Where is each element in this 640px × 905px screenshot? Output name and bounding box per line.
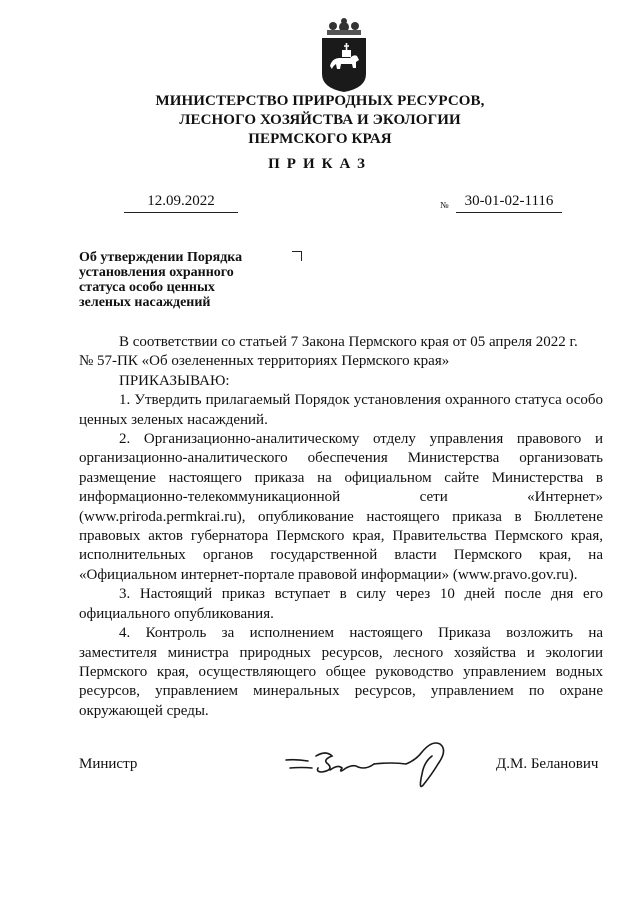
- document-type: ПРИКАЗ: [268, 156, 372, 172]
- number-label: №: [440, 200, 449, 210]
- perm-coat-of-arms-icon: [316, 16, 372, 94]
- order-item-4: 4. Контроль за исполнением настоящего Приказа возложить на заместителя министра природных ресурсов, лесного хозяйства и экологии Пермского края, осуществляющего общее руководство управлением водных ресурсов, управлением минеральных ресурсов, управлением по охране окружающей среды.: [79, 625, 603, 719]
- document-date: 12.09.2022: [124, 193, 238, 213]
- signer-name: Д.М. Беланович: [496, 756, 599, 772]
- subject-line-4: зеленых насаждений: [79, 295, 211, 310]
- document-subject: [79, 250, 279, 310]
- order-item-1: 1. Утвердить прилагаемый Порядок установления охранного статуса особо ценных зеленых насаждений.: [79, 392, 603, 428]
- ministry-line-3: ПЕРМСКОГО КРАЯ: [248, 131, 392, 147]
- book-icon: [342, 50, 351, 57]
- ministry-line-2: ЛЕСНОГО ХОЗЯЙСТВА И ЭКОЛОГИИ: [179, 112, 461, 128]
- order-word: ПРИКАЗЫВАЮ:: [119, 372, 230, 389]
- document-body: [79, 333, 603, 721]
- handwritten-signature: [282, 734, 458, 794]
- signer-position: Министр: [79, 756, 138, 772]
- subject-line-1: Об утверждении Порядка: [79, 250, 243, 265]
- ministry-line-1: МИНИСТЕРСТВО ПРИРОДНЫХ РЕСУРСОВ,: [155, 93, 485, 109]
- corner-mark: [292, 251, 302, 261]
- ministry-name: [0, 92, 640, 149]
- order-item-2: 2. Организационно-аналитическому отделу управления правового и организационно-аналитического обеспечения Министерства организовать размещение настоящего приказа на официальном сайте Министерства в информационно-телекоммуникационной сети «Интернет» (www.priroda.permkrai.ru), опубликование настоящего приказа в Бюллетене правовых актов губернатора Пермского края, Правительства Пермского края, исполнительных органов государственной власти Пермского края, на «Официальном интернет-портале правовой информации» (www.pravo.gov.ru).: [79, 431, 603, 583]
- crown-icon: [327, 18, 361, 35]
- intro-line-1: В соответствии со статьей 7 Закона Пермского края от 05 апреля 2022 г.: [119, 334, 578, 350]
- subject-line-2: установления охранного: [79, 265, 234, 280]
- subject-line-3: статуса особо ценных: [79, 280, 215, 295]
- order-item-3: 3. Настоящий приказ вступает в силу через 10 дней после дня его официального опубликования.: [79, 586, 603, 622]
- intro-line-2: № 57-ПК «Об озелененных территориях Пермского края»: [79, 353, 450, 370]
- document-number: 30-01-02-1116: [456, 193, 562, 213]
